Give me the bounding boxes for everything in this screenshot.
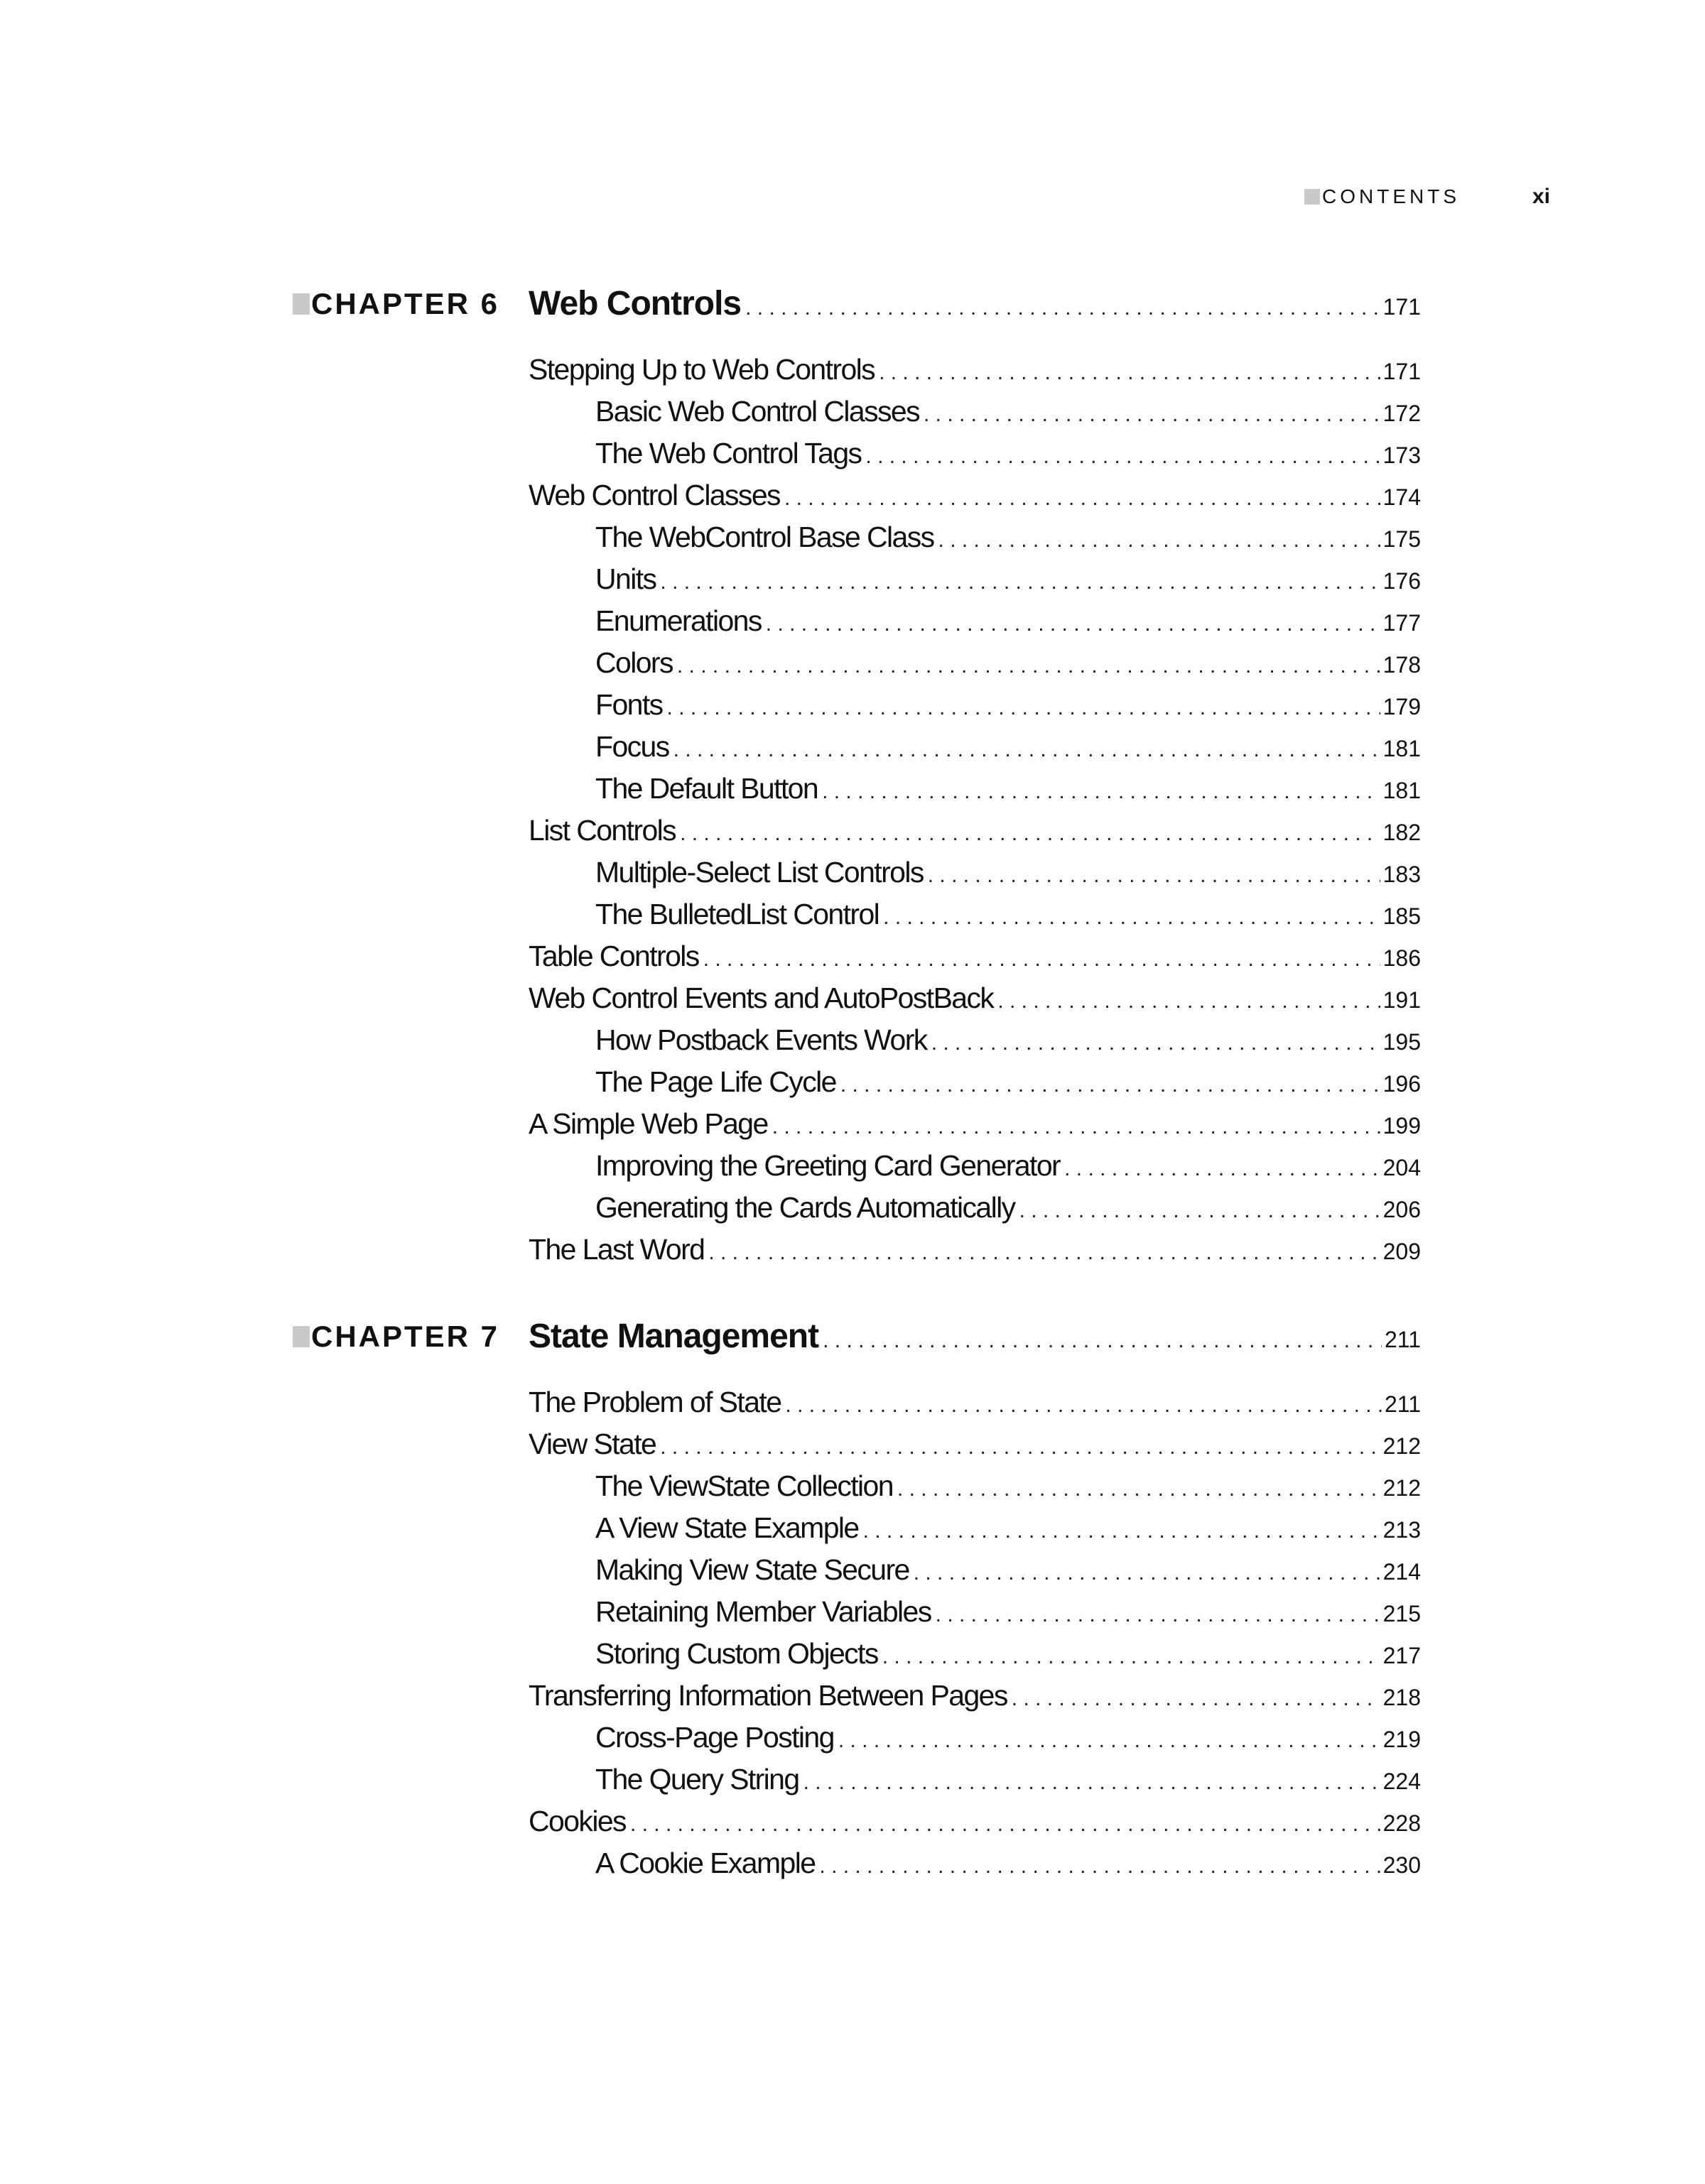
entry-title: A View State Example xyxy=(595,1511,859,1544)
entry-title: View State xyxy=(529,1428,656,1460)
page-number: 195 xyxy=(1382,1029,1421,1055)
page-number: 218 xyxy=(1382,1685,1421,1710)
page-number: 171 xyxy=(1382,294,1421,320)
page-number: 213 xyxy=(1382,1517,1421,1543)
toc-subentry[interactable] xyxy=(595,560,1421,597)
entry-title: How Postback Events Work xyxy=(595,1023,927,1056)
dot-leader xyxy=(1019,1192,1380,1229)
dot-leader xyxy=(840,1067,1380,1104)
dot-leader xyxy=(936,1597,1380,1634)
entry-title: Enumerations xyxy=(595,604,762,637)
entry-title: Units xyxy=(595,563,656,595)
entry-title: Generating the Cards Automatically xyxy=(595,1191,1015,1224)
toc-subentry[interactable] xyxy=(595,602,1421,639)
toc-entry[interactable] xyxy=(529,812,1421,849)
toc-subentry[interactable] xyxy=(595,644,1421,681)
page-number: 199 xyxy=(1382,1113,1421,1139)
chapter-title: Web Controls xyxy=(529,285,742,322)
toc-subentry[interactable] xyxy=(595,770,1421,807)
toc-subentry[interactable] xyxy=(595,1551,1421,1588)
toc-entry[interactable] xyxy=(529,351,1421,388)
dot-leader xyxy=(997,983,1380,1020)
page-number: 230 xyxy=(1382,1852,1421,1878)
dot-leader xyxy=(897,1471,1380,1508)
entry-title: Colors xyxy=(595,646,673,679)
toc-entry[interactable] xyxy=(529,477,1421,514)
dot-leader xyxy=(819,1848,1380,1885)
page-number: 171 xyxy=(1382,359,1421,384)
chapter-label: CHAPTER 7 xyxy=(311,1320,500,1353)
toc-subentry[interactable] xyxy=(595,518,1421,555)
toc-entry[interactable] xyxy=(529,938,1421,974)
toc-subentry[interactable] xyxy=(595,393,1421,430)
chapter-title-entry[interactable] xyxy=(529,283,1421,325)
page-number: 212 xyxy=(1382,1433,1421,1459)
toc-subentry[interactable] xyxy=(595,1719,1421,1756)
toc-entry[interactable] xyxy=(529,979,1421,1016)
entry-title: Web Control Classes xyxy=(529,479,780,511)
dot-leader xyxy=(745,287,1380,330)
page-number: 177 xyxy=(1382,610,1421,636)
page-number: 186 xyxy=(1382,945,1421,971)
entry-title: Table Controls xyxy=(529,940,699,972)
chapter-marker-square xyxy=(293,293,310,315)
chapter-label-block xyxy=(293,1315,506,1358)
dot-leader xyxy=(1012,1680,1380,1717)
dot-leader xyxy=(660,1429,1380,1466)
entry-title: Transferring Information Between Pages xyxy=(529,1679,1007,1712)
chapter-title: State Management xyxy=(529,1318,819,1355)
toc-entry[interactable] xyxy=(529,1105,1421,1142)
page-number: 217 xyxy=(1382,1643,1421,1668)
page-number: 185 xyxy=(1382,903,1421,929)
entry-title: The Page Life Cycle xyxy=(595,1065,836,1098)
entry-title: The BulletedList Control xyxy=(595,898,879,930)
entry-title: Storing Custom Objects xyxy=(595,1637,878,1670)
page-number: 209 xyxy=(1382,1239,1421,1264)
entry-title: Basic Web Control Classes xyxy=(595,395,919,428)
dot-leader xyxy=(680,815,1380,852)
entry-title: The ViewState Collection xyxy=(595,1469,893,1502)
toc-subentry[interactable] xyxy=(595,1761,1421,1798)
dot-leader xyxy=(1064,1151,1380,1188)
entry-title: The Default Button xyxy=(595,772,818,805)
dot-leader xyxy=(931,1025,1380,1062)
entry-title: Focus xyxy=(595,730,669,763)
chapter-title-entry[interactable] xyxy=(529,1315,1421,1358)
dot-leader xyxy=(660,564,1380,601)
dot-leader xyxy=(838,1722,1380,1759)
dot-leader xyxy=(667,690,1380,727)
page-number: 228 xyxy=(1382,1810,1421,1836)
entry-title: The Query String xyxy=(595,1763,799,1795)
dot-leader xyxy=(772,1109,1380,1146)
page-number: 172 xyxy=(1382,401,1421,426)
dot-leader xyxy=(784,480,1380,517)
header-marker-square xyxy=(1304,189,1320,205)
entry-title: Cookies xyxy=(529,1805,626,1837)
entry-title: The WebControl Base Class xyxy=(595,521,934,553)
page-number: 178 xyxy=(1382,652,1421,678)
page-number: 204 xyxy=(1382,1155,1421,1180)
dot-leader xyxy=(630,1806,1380,1843)
entry-title: A Simple Web Page xyxy=(529,1107,768,1140)
toc-subentry[interactable] xyxy=(595,435,1421,472)
dot-leader xyxy=(673,732,1380,768)
dot-leader xyxy=(803,1764,1380,1801)
entry-title: Multiple-Select List Controls xyxy=(595,856,924,889)
running-header xyxy=(1304,183,1550,215)
dot-leader xyxy=(677,648,1380,685)
toc-subentry[interactable] xyxy=(595,1189,1421,1226)
page-number: 224 xyxy=(1382,1769,1421,1794)
entry-title: Web Control Events and AutoPostBack xyxy=(529,982,994,1014)
page-number: 181 xyxy=(1382,736,1421,761)
dot-leader xyxy=(863,1513,1380,1550)
entry-title: The Last Word xyxy=(529,1233,705,1266)
dot-leader xyxy=(879,354,1380,391)
entry-title: The Problem of State xyxy=(529,1386,781,1418)
entry-title: Improving the Greeting Card Generator xyxy=(595,1149,1061,1182)
page-number: 212 xyxy=(1382,1475,1421,1501)
chapter-marker-square xyxy=(293,1326,310,1347)
page-number: 181 xyxy=(1382,778,1421,803)
page-number: 211 xyxy=(1384,1327,1421,1352)
entry-title: List Controls xyxy=(529,814,676,847)
dot-leader xyxy=(766,606,1380,643)
toc-subentry[interactable] xyxy=(595,728,1421,765)
dot-leader xyxy=(928,857,1380,894)
dot-leader xyxy=(703,941,1380,978)
entry-title: Fonts xyxy=(595,688,663,721)
page-number: 215 xyxy=(1382,1601,1421,1626)
page-number: 214 xyxy=(1382,1559,1421,1585)
toc-subentry[interactable] xyxy=(595,1467,1421,1504)
toc-subentry[interactable] xyxy=(595,1635,1421,1672)
page-number: 191 xyxy=(1382,987,1421,1013)
dot-leader xyxy=(924,396,1380,433)
toc-subentry[interactable] xyxy=(595,896,1421,933)
entry-title: Stepping Up to Web Controls xyxy=(529,353,875,386)
page-number: 182 xyxy=(1382,820,1421,845)
dot-leader xyxy=(882,1639,1380,1675)
page-number: 206 xyxy=(1382,1197,1421,1222)
dot-leader xyxy=(865,438,1380,475)
page-number: 219 xyxy=(1382,1727,1421,1752)
toc-entry[interactable] xyxy=(529,1803,1421,1840)
chapter-label-block xyxy=(293,283,506,325)
toc-entry[interactable] xyxy=(529,1425,1421,1462)
dot-leader xyxy=(914,1555,1380,1592)
page-number: 173 xyxy=(1382,442,1421,468)
toc-subentry[interactable] xyxy=(595,1021,1421,1058)
running-header-section: CONTENTS xyxy=(1322,185,1460,207)
dot-leader xyxy=(938,522,1380,559)
page-folio: xi xyxy=(1532,185,1550,208)
toc-entry[interactable] xyxy=(529,1231,1421,1268)
page-number: 183 xyxy=(1382,862,1421,887)
page-number: 179 xyxy=(1382,694,1421,719)
entry-title: Making View State Secure xyxy=(595,1553,909,1586)
page-number: 175 xyxy=(1382,526,1421,552)
chapter-label: CHAPTER 6 xyxy=(311,287,500,320)
toc-entry[interactable] xyxy=(529,1677,1421,1714)
page-number: 211 xyxy=(1384,1391,1421,1417)
dot-leader xyxy=(822,773,1380,810)
dot-leader xyxy=(823,1320,1382,1362)
dot-leader xyxy=(708,1234,1380,1271)
entry-title: Retaining Member Variables xyxy=(595,1595,931,1628)
dot-leader xyxy=(785,1387,1382,1424)
toc-entry[interactable] xyxy=(529,1384,1421,1420)
page-number: 176 xyxy=(1382,568,1421,594)
toc-subentry[interactable] xyxy=(595,1063,1421,1100)
entry-title: The Web Control Tags xyxy=(595,437,862,469)
toc-subentry[interactable] xyxy=(595,1593,1421,1630)
page-number: 196 xyxy=(1382,1071,1421,1097)
toc-subentry[interactable] xyxy=(595,1509,1421,1546)
dot-leader xyxy=(883,899,1380,936)
page-number: 174 xyxy=(1382,484,1421,510)
toc-subentry[interactable] xyxy=(595,1845,1421,1881)
entry-title: A Cookie Example xyxy=(595,1847,816,1879)
entry-title: Cross-Page Posting xyxy=(595,1721,834,1754)
toc-subentry[interactable] xyxy=(595,854,1421,891)
toc-subentry[interactable] xyxy=(595,1147,1421,1184)
toc-subentry[interactable] xyxy=(595,686,1421,723)
